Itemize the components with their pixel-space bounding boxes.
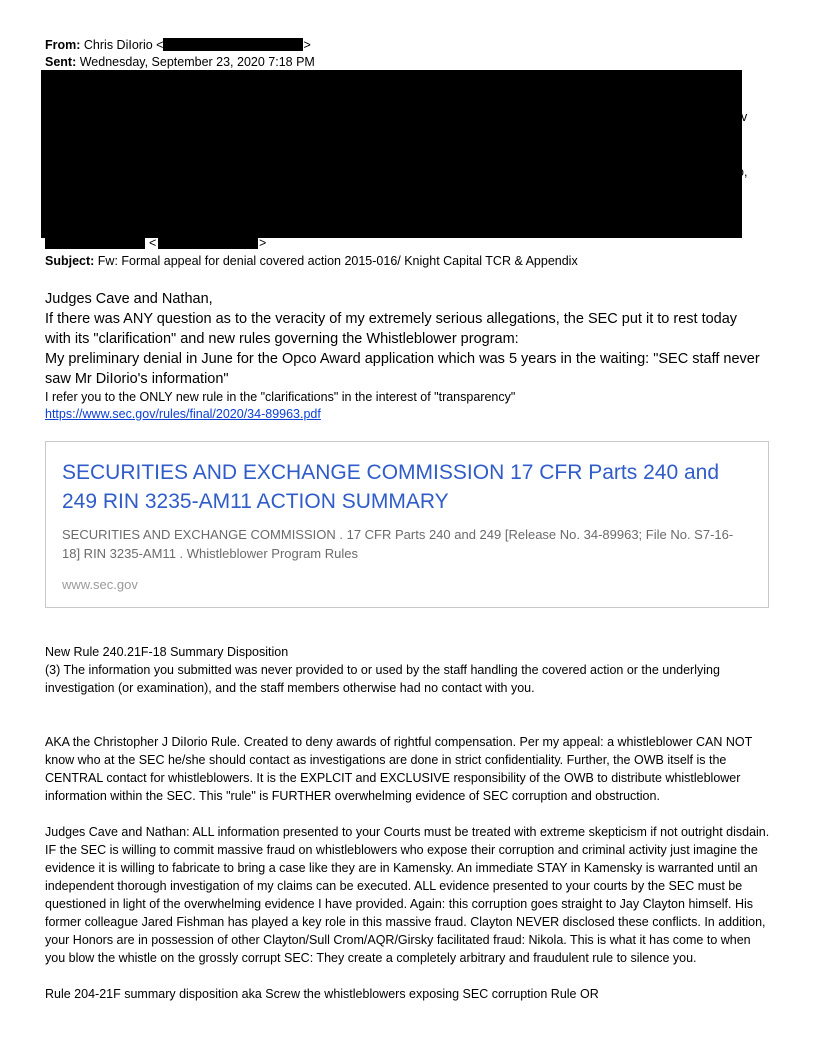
from-close: > — [303, 38, 311, 52]
subject-label: Subject: — [45, 254, 95, 268]
from-name: Chris DiIorio < — [83, 38, 164, 52]
refer-line: I refer you to the ONLY new rule in the "clarifications" in the interest of "transparency" — [45, 390, 516, 404]
sent-line — [45, 53, 315, 71]
rule-title: New Rule 240.21F-18 Summary Disposition — [45, 645, 289, 659]
commentary-paragraph: AKA the Christopher J DiIorio Rule. Created to deny awards of rightful compensation. Per my appeal: a whistleblower CAN NOT know who at the SEC he/she should contact as investigations are done in strict confidentiality. Further, the OWB itself is the CENTRAL contact for whistleblowers. It is the EXPLCIT and EXCLUSIVE responsibility of the OWB to distribute whistleblower information within the SEC. This "rule" is FURTHER overwhelming evidence of SEC corruption and obstruction. — [45, 735, 753, 803]
intro-line: saw Mr DiIorio's information" — [45, 371, 229, 387]
redaction-block — [45, 238, 145, 249]
rule-link-wrap — [45, 405, 321, 423]
greeting: Judges Cave and Nathan, — [45, 291, 213, 307]
subject-value: Fw: Formal appeal for denial covered action 2015-016/ Knight Capital TCR & Appendix — [97, 254, 578, 268]
card-description: SECURITIES AND EXCHANGE COMMISSION . 17 CFR Parts 240 and 249 [Release No. 34-89963; File No. S7-16-18] RIN 3235-AM11 . Whistleblower Program Rules — [62, 527, 734, 561]
from-label: From: — [45, 38, 81, 52]
redaction-edge-text: v — [741, 110, 748, 124]
sent-label: Sent: — [45, 55, 77, 69]
cc-open: < — [149, 236, 157, 250]
intro-line: If there was ANY question as to the veracity of my extremely serious allegations, the SEC put it to rest today — [45, 311, 738, 327]
rule-pdf-link[interactable]: https://www.sec.gov/rules/final/2020/34-89963.pdf — [45, 407, 321, 421]
commentary-paragraph: Judges Cave and Nathan: ALL information presented to your Courts must be treated with extreme skepticism if not outright disdain. IF the SEC is willing to commit massive fraud on whistleblowers who expose their corruption and criminal activity just imagine the evidence it is willing to fabricate to bring a case like they are in Kamensky. An immediate STAY in Kamensky is warranted until an independent thorough investigation of my claims can be executed. ALL evidence presented to your courts by the SEC must be questioned in light of the overwhelming evidence I have provided. Again: this corruption goes straight to Jay Clayton himself. His former colleague Jared Fishman has played a key role in this massive fraud. Clayton NEVER disclosed these conflicts. In addition, your Honors are in possession of other Clayton/Sull Crom/AQR/Girsky facilitated fraud: Nikola. This is what it has come to when you blow the whistle on the grossly corrupt SEC: They create a completely arbitrary and fraudulent rule to silence you. — [45, 825, 770, 965]
redaction-edge-text: o, — [737, 165, 748, 179]
commentary-paragraph: Rule 204-21F summary disposition aka Screw the whistleblowers exposing SEC corruption Rule OR — [45, 987, 599, 1001]
redaction-block — [163, 38, 303, 51]
from-line — [45, 36, 311, 54]
link-preview-card[interactable] — [45, 441, 769, 608]
sent-value: Wednesday, September 23, 2020 7:18 PM — [79, 55, 315, 69]
card-title[interactable]: SECURITIES AND EXCHANGE COMMISSION 17 CFR Parts 240 and 249 RIN 3235-AM11 ACTION SUMMARY — [62, 461, 720, 513]
cc-close: > — [259, 236, 267, 250]
rule-text: (3) The information you submitted was never provided to or used by the staff handling the covered action or the underlying investigation (or examination), and the staff members otherwise had no contact with you. — [45, 663, 720, 695]
intro-line: with its "clarification" and new rules governing the Whistleblower program: — [45, 331, 519, 347]
redaction-block — [158, 238, 258, 249]
card-domain: www.sec.gov — [62, 577, 138, 592]
redaction-block — [41, 70, 742, 238]
intro-line: My preliminary denial in June for the Opco Award application which was 5 years in the waiting: "SEC staff never — [45, 351, 760, 367]
subject-line — [45, 252, 578, 270]
